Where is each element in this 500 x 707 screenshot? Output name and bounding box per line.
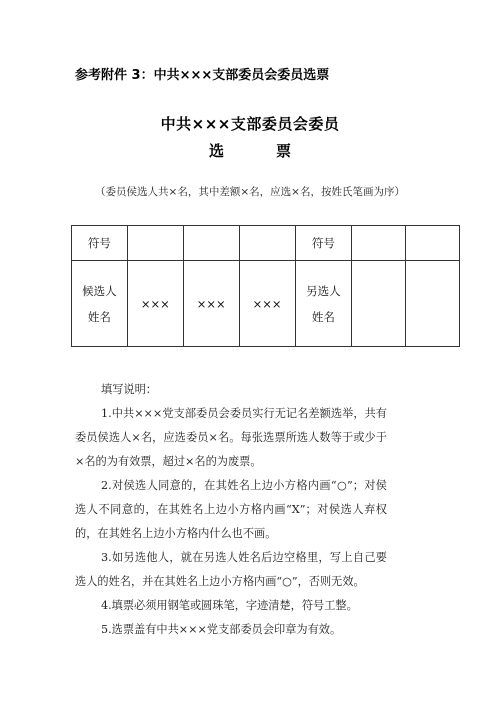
candidate-name-2: ××× xyxy=(183,261,239,347)
ballot-subtitle: （委员侯选人共×名，其中差额×名，应选×名，按姓氏笔画为序） xyxy=(95,186,405,198)
candidate-name-1: ××× xyxy=(127,261,183,347)
candidate-symbol-box-1[interactable] xyxy=(127,226,183,261)
title-line-1: 中共×××支部委员会委员 xyxy=(160,115,340,133)
ballot-table xyxy=(71,225,460,347)
instruction-item-2: 2.对侯选人同意的，在其姓名上边小方格内画“○”；对侯选人不同意的，在其姓名上边小方格内画“X”；对侯选人弃权的，在其姓名上边小方格内什么也不画。 xyxy=(75,479,387,540)
candidate-label-line1: 候选人 xyxy=(82,283,117,298)
ballot-title xyxy=(0,113,500,161)
other-label-cell xyxy=(295,261,352,347)
instruction-item-1: 1.中共×××党支部委员会委员实行无记名差额选举，共有委员侯选人×名，应选委员×名。每张选票所选人数等于或少于×名的为有效票，超过×名的为废票。 xyxy=(75,407,387,468)
instruction-item-5: 5.选票盖有中共×××党支部委员会印章为有效。 xyxy=(101,623,342,636)
symbol-row xyxy=(72,226,460,261)
candidate-label-line2: 姓名 xyxy=(87,309,111,324)
candidate-symbol-box-3[interactable] xyxy=(239,226,295,261)
instruction-item-3: 3.如另选他人，就在另选人姓名后边空格里，写上自己要选人的姓名，并在其姓名上边小方格内画“○”，否则无效。 xyxy=(75,551,387,588)
instructions-heading: 填写说明： xyxy=(101,383,157,396)
other-symbol-label-cell: 符号 xyxy=(295,226,352,261)
instruction-item-4: 4.填票必须用钢笔或圆珠笔，字迹清楚，符号工整。 xyxy=(101,599,358,612)
attachment-label: 参考附件 3：中共×××支部委员会委员选票 xyxy=(75,68,330,83)
title-char-xuan: 选 xyxy=(208,142,224,160)
other-name-field-2[interactable] xyxy=(406,261,460,347)
candidate-label-cell xyxy=(72,261,128,347)
other-name-field-1[interactable] xyxy=(352,261,406,347)
name-row xyxy=(72,261,460,347)
instructions xyxy=(75,378,387,642)
other-label-line2: 姓名 xyxy=(311,309,335,324)
other-symbol-box-2[interactable] xyxy=(406,226,460,261)
title-line-2 xyxy=(0,140,500,161)
candidate-name-3: ××× xyxy=(239,261,295,347)
symbol-label-cell: 符号 xyxy=(72,226,128,261)
other-symbol-box-1[interactable] xyxy=(352,226,406,261)
other-label-line1: 另选人 xyxy=(306,283,341,298)
title-char-piao: 票 xyxy=(276,142,292,160)
candidate-symbol-box-2[interactable] xyxy=(183,226,239,261)
